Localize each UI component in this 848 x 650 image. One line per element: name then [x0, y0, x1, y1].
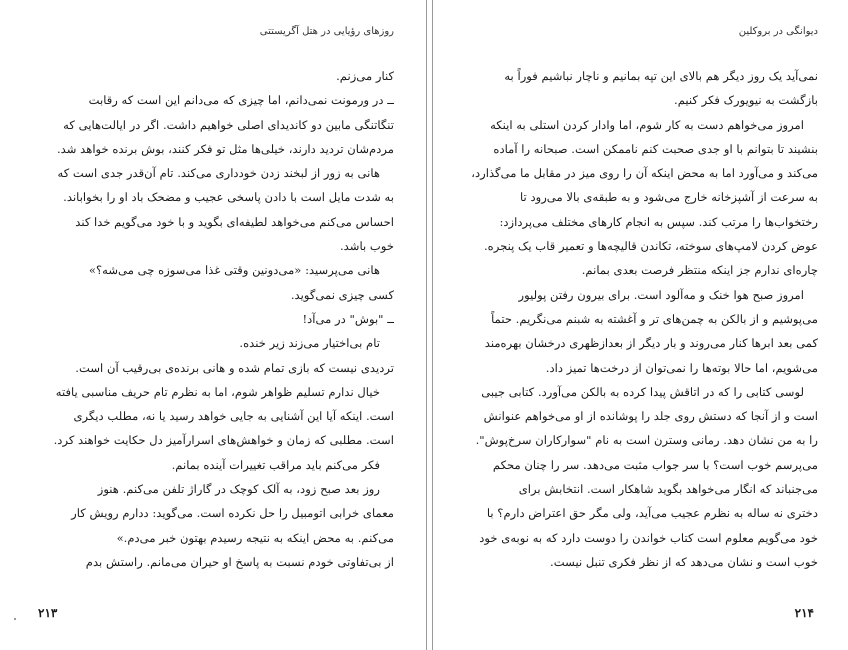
- right-page: [432, 0, 848, 650]
- text-line: است. مطلبی که زمان و خواهش‌های اسرارآمیز دل حکایت خواهند کرد.: [53, 433, 394, 448]
- text-line: روز بعد صبح زود، به آلک کوچک در گاراژ تلفن می‌کنم. هنوز: [97, 482, 380, 497]
- left-body-text: [32, 64, 394, 574]
- text-line: امروز صبح هوا خنک و مه‌آلود است. برای بیرون رفتن پولیور: [518, 287, 804, 302]
- text-line: کنار می‌زنم.: [336, 69, 394, 83]
- text-line: هانی می‌پرسید: «می‌دونین وقتی غذا می‌سوزه چی می‌شه؟»: [88, 263, 380, 278]
- left-page-number: ۲۱۳: [38, 606, 58, 620]
- text-line: می‌جنباند که انگار می‌خواهد بگوید شاهکار است. انتخابش برای: [518, 482, 818, 497]
- text-line: معمای خرابی اتومبیل را حل نکرده است. می‌گوید: ددارم رویش کار: [71, 506, 394, 521]
- text-line: کمی بعد ابرها کنار می‌روند و بار دیگر از بعدازظهری درخشان بهره‌مند: [484, 336, 818, 351]
- text-line: بنشیند تا بتوانم با او جدی صحبت کنم ناممکن است. صبحانه را آماده: [493, 141, 818, 156]
- text-line: امروز می‌خواهم دست به کار شوم، اما وادار کردن استلی به اینکه: [490, 117, 804, 132]
- text-line: دختری نه ساله به نظرم عجیب می‌آید، ولی مگر حق اعتراض دارم؟ با: [486, 506, 818, 521]
- text-line: می‌کند و می‌آورد اما به محض اینکه آن را روی میز در مقابل ما می‌گذارد،: [471, 166, 818, 181]
- text-line: می‌پرسم خوب است؟ با سر جواب مثبت می‌دهد. سر را چنان محکم: [492, 457, 818, 472]
- right-running-header: دیوانگی در بروکلین: [738, 26, 818, 37]
- text-line: تام بی‌اختیار می‌زند زیر خنده.: [239, 336, 380, 351]
- text-line: می‌شویم، اما حالا بوته‌ها را نمی‌توان از درخت‌ها تمیز داد.: [545, 360, 818, 375]
- text-line: کسی چیزی نمی‌گوید.: [290, 287, 394, 302]
- text-line: به شدت مایل است با دادن پاسخی عجیب و مضحک باد او را بخواباند.: [63, 190, 394, 205]
- text-line: است. اینکه آیا این آشنایی به جایی خواهد رسید یا نه، مطلب دیگری: [73, 409, 394, 424]
- text-line: خوب باشد.: [339, 239, 394, 254]
- text-line: لوسی کتابی را که در اتاقش پیدا کرده به بالکن می‌آورد. کتابی جیبی: [481, 384, 804, 399]
- right-body-text: [468, 64, 818, 574]
- text-line: مردم‌شان تردید دارند، خیلی‌ها مثل تو فکر کنند، بوش برنده خواهد شد.: [56, 141, 394, 156]
- text-line: بازگشت به نیویورک فکر کنیم.: [674, 93, 818, 108]
- text-line: فکر می‌کنم باید مراقب تغییرات آینده بمانم.: [171, 457, 380, 472]
- text-line: به سرعت از آشپزخانه خارج می‌شود و به طبقه‌ی بالا می‌رود تا: [520, 190, 818, 205]
- text-line: خیال ندارم تسلیم ظواهر شوم، اما به نظرم تام حریف مناسبی یافته: [55, 384, 380, 399]
- text-line: تردیدی نیست که بازی تمام شده و هانی برنده‌ی بی‌رقیب آن است.: [75, 360, 394, 375]
- text-line: است و از آنجا که دستش روی جلد را پوشانده از او می‌خواهم عنوانش: [483, 409, 818, 424]
- text-line: خوب است و نشان می‌دهد که از نظر فکری تنبل نیست.: [550, 554, 818, 569]
- text-line: هانی به زور از لبخند زدن خودداری می‌کند. تام آن‌قدر جدی است که: [57, 166, 380, 181]
- text-line: نمی‌آید یک روز دیگر هم بالای این تپه بمانیم و ناچار نباشیم فوراً به: [504, 69, 818, 83]
- text-line: ــ "بوش" در می‌آد!: [302, 311, 394, 326]
- text-line: می‌پوشیم و از بالکن به چمن‌های تر و آغشته به شبنم می‌نگریم. حتماً: [491, 311, 818, 326]
- text-line: خود می‌گویم معلوم است کتاب خواندن را دوست دارد که به نوبه‌ی خود: [479, 530, 818, 545]
- text-line: تنگاتنگی مابین دو کاندیدای اصلی خواهیم داشت. اگر در ایالت‌هایی که: [63, 117, 394, 132]
- left-running-header: روزهای رؤیایی در هتل آگریستتی: [259, 26, 394, 37]
- text-line: رختخواب‌ها را مرتب کند. سپس به انجام کارهای مختلف می‌پردازد:: [499, 214, 818, 229]
- scan-mark: [14, 618, 16, 620]
- text-line: می‌کنم. به محض اینکه به نتیجه رسیدم بهتون خبر می‌دم.»: [116, 530, 394, 545]
- text-line: عوض کردن لامپ‌های سوخته، تکاندن قالیچه‌ها و تعمیر قاب یک پنجره.: [483, 239, 818, 254]
- text-line: ــ در ورمونت نمی‌دانم، اما چیزی که می‌دانم این است که رقابت: [88, 93, 394, 108]
- text-line: احساس می‌کنم می‌خواهد لطیفه‌ای بگوید و با خود می‌گویم خدا کند: [75, 214, 394, 229]
- text-line: چاره‌ای ندارم جز اینکه منتظر فرصت بعدی بمانم.: [581, 263, 818, 278]
- gutter-line-left: [426, 0, 427, 650]
- text-line: را به من نشان دهد. رمانی وسترن است به نام "سوارکاران سرخ‌پوش".: [475, 433, 818, 448]
- text-line: از بی‌تفاوتی خودم نسبت به پاسخ او حیران می‌مانم. راستش بدم: [85, 554, 394, 569]
- right-page-number: ۲۱۴: [794, 606, 814, 620]
